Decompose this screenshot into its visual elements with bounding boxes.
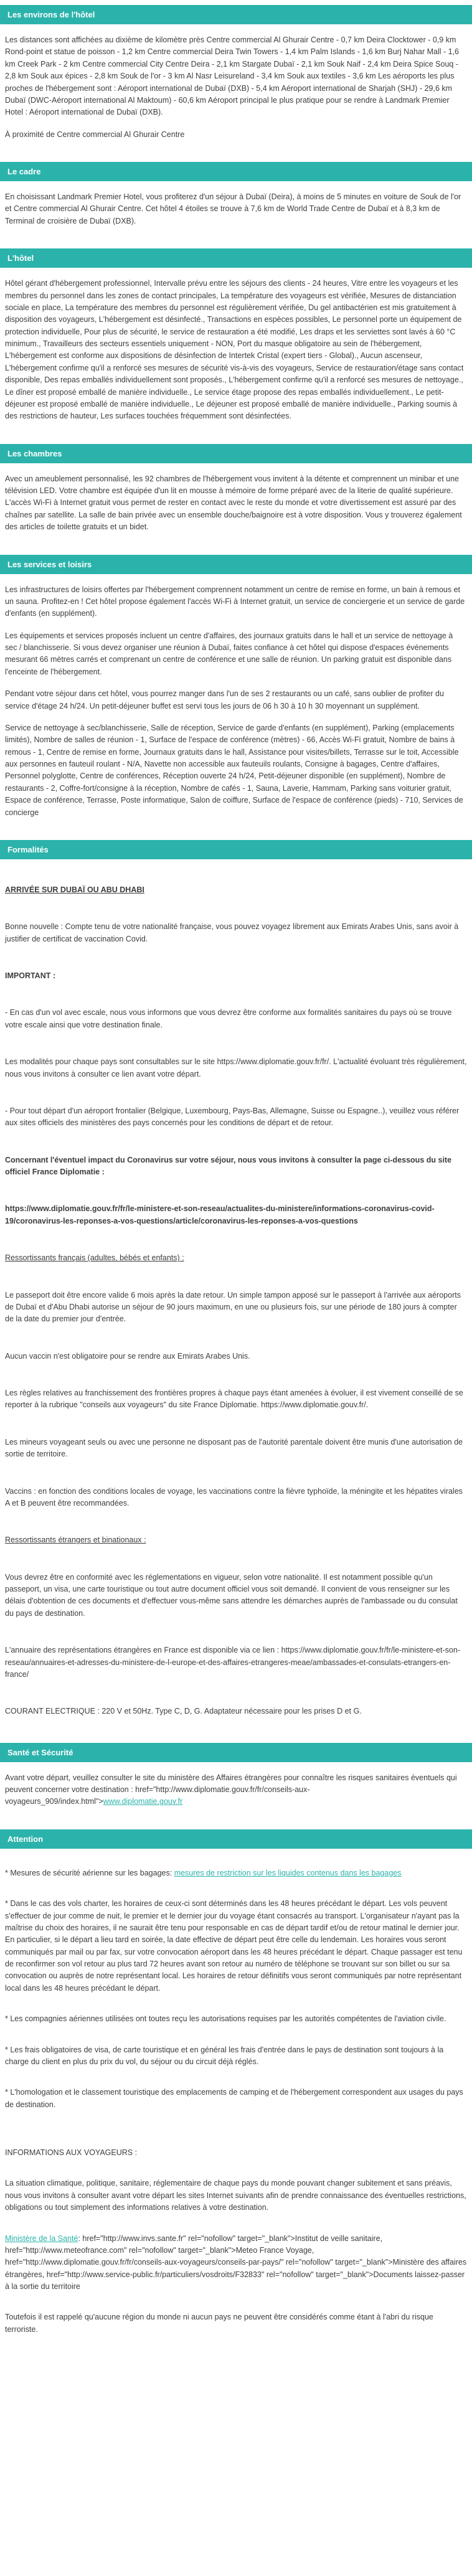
formalites-foreign-nationals-heading: Ressortissants étrangers et binationaux : — [5, 1536, 146, 1545]
attention-visa-fees-bullet: * Les frais obligatoires de visa, de carte touristique et en général les frais d'entrée dans le pays de destination sont toujours à la charge du client en plus du prix du vol, du séjour ou du circuit déjà réglés. — [5, 2045, 444, 2066]
section-cadre — [0, 162, 472, 227]
attention-airlines-bullet: * Les compagnies aériennes utilisées ont toutes reçu les autorisations requises par les autorités compétentes de l'aviation civile. — [5, 2014, 446, 2024]
travellers-info-text: La situation climatique, politique, sanitaire, réglementaire de chaque pays du monde pouvant changer subitement et sans préavis, nous vous invitons à consulter avant votre départ les sites Internet suivants afin de prendre connaissance des éventuelles restrictions, obligations ou tout simplement des informations relatives à votre destination. — [5, 2179, 466, 2212]
attention-classification-bullet: * L'homologation et le classement touristique des emplacements de camping et de l'hébergement correspondent aux usages du pays de destination. — [5, 2088, 463, 2109]
attention-baggage-bullet — [5, 1867, 467, 1879]
ministere-sante-link[interactable]: Ministère de la Santé — [5, 2234, 78, 2243]
terrorism-notice-text: Toutefois il est rappelé qu'aucune région du monde ni aucun pays ne peuvent être considérés comme étant à l'abri du risque terroriste. — [5, 2313, 433, 2334]
formalites-coronavirus-url: https://www.diplomatie.gouv.fr/fr/le-ministere-et-son-reseau/actualites-du-ministere/informations-coronavirus-covid-19/coronavirus-les-reponses-a-vos-questions/article/coronavirus-les-reponses-a-vos-questions — [5, 1204, 435, 1225]
section-header-environs: Les environs de l'hôtel — [0, 5, 472, 24]
services-amenities-text: Les équipements et services proposés incluent un centre d'affaires, des journaux gratuits dans le hall et un service de nettoyage à sec / blanchisserie. Si vous devez organiser une réunion à Dubaï, faites confiance à cet hôtel qui dispose d'espaces événements mesurant 66 mètres carrés et comprenant un centre de conférence et une salle de réunion. Un parking gratuit est disponible dans l'enceinte de l'hébergement. — [5, 631, 453, 676]
formalites-country-rules-text: Les modalités pour chaque pays sont consultables sur le site https://www.diplomatie.gouv.fr/fr/. L'actualité évoluant très régulièrement, nous vous invitons à consulter ce lien avant votre départ. — [5, 1057, 467, 1078]
section-header-sante: Santé et Sécurité — [0, 1743, 472, 1762]
travellers-info-heading: INFORMATIONS AUX VOYAGEURS : — [5, 2148, 138, 2157]
formalites-electricity-text: COURANT ELECTRIQUE : 220 V et 50Hz. Type C, D, G. Adaptateur nécessaire pour les prises D et G. — [5, 1707, 362, 1716]
section-services — [0, 555, 472, 819]
formalites-coronavirus-text: Concernant l'éventuel impact du Coronavirus sur votre séjour, nous vous invitons à consulter la page ci-dessous du site officiel France Diplomatie : — [5, 1155, 452, 1176]
liquids-restrictions-link[interactable]: mesures de restriction sur les liquides contenus dans les bagages — [174, 1868, 402, 1877]
services-dining-text: Pendant votre séjour dans cet hôtel, vous pourrez manger dans l'un de ses 2 restaurants ou un café, sans oublier de profiter du service d'étage 24 h/24. Un petit-déjeuner buffet est servi tous les jours de 06 h 30 à 10 h 30 moyennant un supplément. — [5, 689, 444, 710]
travellers-info-links — [5, 2233, 467, 2293]
section-chambres — [0, 444, 472, 534]
sante-advice-text — [5, 1772, 467, 1808]
hotel-measures-text: Hôtel gérant d'hébergement professionnel, Intervalle prévu entre les séjours des clients - 24 heures, Vitre entre les voyageurs et les membres du personnel dans les zones de contact principales, La température des voyageurs est vérifiée, Mesures de distanciation sociale en place, La température des membres du personnel est régulièrement vérifiée, Du gel antibactérien est mis gratuitement à disposition des voyageurs, L'hébergement est désinfecté., Transactions en espèces possibles, Le personnel porte un équipement de protection individuelle, Pour plus de sécurité, le service de restauration a été modifié, Les draps et les serviettes sont lavés à 60 °C minimum., Travailleurs des secteurs essentiels uniquement - NON, Port du masque obligatoire au sein de l'hébergement, L'hébergement est conforme aux dispositions de désinfection de Intertek Cristal (expert tiers - Global)., Aucun ascenseur, L'hébergement confirme qu'il a renforcé ses mesures de sécurité vis-à-vis des voyageurs, Service de restauration/étage sans contact disponible, Des repas emballés individuellement sont proposés., L'hébergement confirme qu'il a renforcé ses mesures de nettoyage., Le dîner est proposé emballé de manière individuelle., Le service étage propose des repas emballés individuellement., Le petit-déjeuner est proposé emballé de manière individuelle., Le déjeuner est proposé emballé de manière individuelle., Parking soumis à des restrictions de hauteur, Les surfaces touchées fréquemment sont désinfectées. — [5, 279, 464, 421]
formalites-vaccines-text: Vaccins : en fonction des conditions locales de voyage, les vaccinations contre la fièvre typhoïde, la méningite et les hépatites virales A et B peuvent être recommandées. — [5, 1486, 463, 1507]
formalites-stopover-text: - En cas d'un vol avec escale, nous vous informons que vous devrez être conforme aux formalités sanitaires du pays où se trouve votre escale ainsi que votre destination finale. — [5, 1008, 452, 1029]
sante-advice-prefix: Avant votre départ, veuillez consulter le site du ministère des Affaires étrangères pour connaître les risques sanitaires éventuels qui peuvent concerner votre destination : href="http://www.diplomatie.gouv.fr/fr/conseils-aux-voyageurs_909/index.html"> — [5, 1773, 457, 1806]
formalites-regulations-text: Vous devrez être en conformité avec les réglementations en vigueur, selon votre nationalité. Il est notamment possible qu'un passeport, un visa, une carte touristique ou tout autre document officiel vous soit demandé. Il convient de vous renseigner sur les délais d'obtention de ces documents et d'effectuer vous-même sans attendre les démarches auprès de l'ambassade ou du consulat du pays de destination. — [5, 1572, 458, 1618]
section-sante — [0, 1743, 472, 1808]
formalites-good-news-text: Bonne nouvelle : Compte tenu de votre nationalité française, vous pouvez voyagez librement aux Emirats Arabes Unis, sans avoir à justifier de certificat de vaccination Covid. — [5, 922, 459, 943]
section-environs — [0, 5, 472, 141]
section-formalites — [0, 840, 472, 1718]
section-hotel — [0, 248, 472, 423]
attention-baggage-prefix: * Mesures de sécurité aérienne sur les bagages: — [5, 1868, 174, 1877]
travellers-info-links-raw: : href="http://www.invs.sante.fr" rel="nofollow" target="_blank">Institut de veille sanitaire, href="http://www.meteofrance.com" rel="nofollow" target="_blank">Meteo France Voyage, href="http://www.diplomatie.gouv.fr/fr/conseils-aux-voyageurs/conseils-par-pays/" rel="nofollow" target="_blank">Ministère des affaires étrangères, href="http://www.service-public.fr/particuliers/vosdroits/F32833" rel="nofollow" target="_blank">Documents laissez-passer à la sortie du territoire — [5, 2234, 467, 2291]
formalites-arrival-heading: ARRIVÉE SUR DUBAÏ OU ABU DHABI — [5, 885, 144, 894]
chambres-description-text: Avec un ameublement personnalisé, les 92 chambres de l'hébergement vous invitent à la détente et comprennent un minibar et une télévision LED. Votre chambre est équipée d'un lit en mousse à mémoire de forme préparé avec de la literie de qualité supérieure. L'accès Wi-Fi à Internet gratuit vous permet de rester en contact avec le reste du monde et votre divertissement est assuré par des chaînes par satellite. La salle de bain privée avec un ensemble douche/baignoire est à votre disposition. Vous y trouverez également des articles de toilette gratuits et un bidet. — [5, 474, 462, 532]
diplomatie-website-link[interactable]: www.diplomatie.gouv.fr — [103, 1797, 183, 1806]
attention-charter-bullet: * Dans le cas des vols charter, les horaires de ceux-ci sont déterminés dans les 48 heures précédant le départ. Les vols peuvent s'effectuer de jour comme de nuit, le premier et le dernier jour du voyage étant consacrés au transport. L'organisateur n'ayant pas la maîtrise du choix des horaires, il ne saurait être tenu pour responsable en cas de départ tardif et/ou de retour matinal le dernier jour. En particulier, si le départ a lieu tard en soirée, la date effective de départ peut être celle du lendemain. Les horaires vous seront communiqués par mail ou par fax, sur votre convocation aéroport dans les 48 heures précédant le départ. Chaque passager est tenu de reconfirmer son vol retour au plus tard 72 heures avant son retour au numéro de téléphone se trouvant sur son billet ou sur sa convocation ou auprès de notre représentant local. Les horaires de retour définitifs vous seront communiqués par notre représentant local dans les 48 heures précédant le départ. — [5, 1899, 463, 1993]
formalites-minors-text: Les mineurs voyageant seuls ou avec une personne ne disposant pas de l'autorité parentale doivent être munis d'une autorisation de sortie de territoire. — [5, 1437, 463, 1459]
formalites-french-nationals-heading: Ressortissants français (adultes, bébés et enfants) : — [5, 1253, 184, 1263]
formalites-important-heading: IMPORTANT : — [5, 971, 56, 980]
section-header-hotel: L'hôtel — [0, 248, 472, 268]
services-leisure-text: Les infrastructures de loisirs offertes par l'hébergement comprennent notamment un centre de remise en forme, un bain à remous et un sauna. Profitez-en ! Cet hôtel propose également l'accès Wi-Fi à Internet gratuit, un service de conciergerie et un service de garde d'enfants (en supplément). — [5, 585, 465, 618]
section-header-formalites: Formalités — [0, 840, 472, 859]
section-attention — [0, 1829, 472, 2336]
formalites-border-rules-text: Les règles relatives au franchissement des frontières propres à chaque pays étant amenées à évoluer, il est vivement conseillé de se reporter à la rubrique "conseils aux voyageurs" du site France Diplomatie. https://www.diplomatie.gouv.fr/. — [5, 1389, 463, 1410]
services-list-text: Service de nettoyage à sec/blanchisserie, Salle de réception, Service de garde d'enfants (en supplément), Parking (emplacements limités), Nombre de salles de réunion - 1, Surface de l'espace de conférence (mètres) - 66, Accès Wi-Fi gratuit, Nombre de bains à remous - 1, Centre de remise en forme, Journaux gratuits dans le hall, Assistance pour visites/billets, Terrasse sur le toit, Accessible aux personnes en fauteuil roulant - N/A, Navette non accessible aux fauteuils roulants, Consigne à bagages, Centre d'affaires, Personnel polyglotte, Centre de conférences, Réception ouverte 24 h/24, Petit-déjeuner disponible (en supplément), Nombre de restaurants - 2, Coffre-fort/consigne à la réception, Nombre de cafés - 1, Sauna, Laverie, Hammam, Parking sans voiturier gratuit, Espace de conférence, Terrasse, Poste informatique, Salon de coiffure, Surface de l'espace de conférence (pieds) - 710, Services de concierge — [5, 723, 463, 817]
environs-distances-text: Les distances sont affichées au dixième de kilomètre près Centre commercial Al Ghurair Centre - 0,7 km Deira Clocktower - 0,9 km Rond-point et statue de poisson - 1,2 km Centre commercial Deira Twin Towers - 1,4 km Palm Islands - 1,6 km Burj Nahar Mall - 1,6 km Creek Park - 2 km Centre commercial City Centre Deira - 2,1 km Stargate Dubaï - 2,1 km Souk Naif - 2,4 km Deira Spice Souq - 2,8 km Souk aux épices - 2,8 km Souk de l'or - 3 km Al Nasr Leisureland - 3,4 km Souk aux textiles - 3,6 km Les aéroports les plus proches de l'hébergement sont : Aéroport international de Dubaï (DXB) - 5,4 km Aéroport international de Sharjah (SHJ) - 29,6 km Dubaï (DWC-Aéroport international Al Maktoum) - 60,6 km Aéroport principal le plus pratique pour se rendre à Landmark Premier Hotel : Aéroport international de Dubaï (DXB). — [5, 35, 459, 117]
environs-nearby-text: À proximité de Centre commercial Al Ghurair Centre — [5, 130, 185, 139]
formalites-no-vaccine-text: Aucun vaccin n'est obligatoire pour se rendre aux Emirats Arabes Unis. — [5, 1351, 250, 1361]
section-header-cadre: Le cadre — [0, 162, 472, 181]
section-header-attention: Attention — [0, 1829, 472, 1849]
formalites-passport-text: Le passeport doit être encore valide 6 mois après la date retour. Un simple tampon apposé sur le passeport à l'arrivée aux aéroports de Dubaï et d'Abu Dhabi autorise un séjour de 90 jours maximum, en une ou plusieurs fois, sur une période de 180 jours à compter de la date du premier jour d'entrée. — [5, 1290, 461, 1324]
cadre-intro-text: En choisissant Landmark Premier Hotel, vous profiterez d'un séjour à Dubaï (Deira), à moins de 5 minutes en voiture de Souk de l'or et Centre commercial Al Ghurair Centre. Cet hôtel 4 étoiles se trouve à 7,6 km de World Trade Centre de Dubaï et à 8,3 km de Terminal de croisière de Dubaï (DXB). — [5, 192, 461, 225]
section-header-services: Les services et loisirs — [0, 555, 472, 574]
section-header-chambres: Les chambres — [0, 444, 472, 463]
formalites-directory-text: L'annuaire des représentations étrangères en France est disponible via ce lien : https://www.diplomatie.gouv.fr/fr/le-ministere-et-son-reseau/annuaires-et-adresses-du-ministere-de-l-europe-et-des-affaires-etrangeres-meae/ambassades-et-consulats-etrangers-en-france/ — [5, 1646, 460, 1679]
formalites-border-airport-text: - Pour tout départ d'un aéroport frontalier (Belgique, Luxembourg, Pays-Bas, Allemagne, Suisse ou Espagne..), veuillez vous référer aux sites officiels des ministères des pays concernés pour les conditions de départ et de retour. — [5, 1106, 460, 1128]
